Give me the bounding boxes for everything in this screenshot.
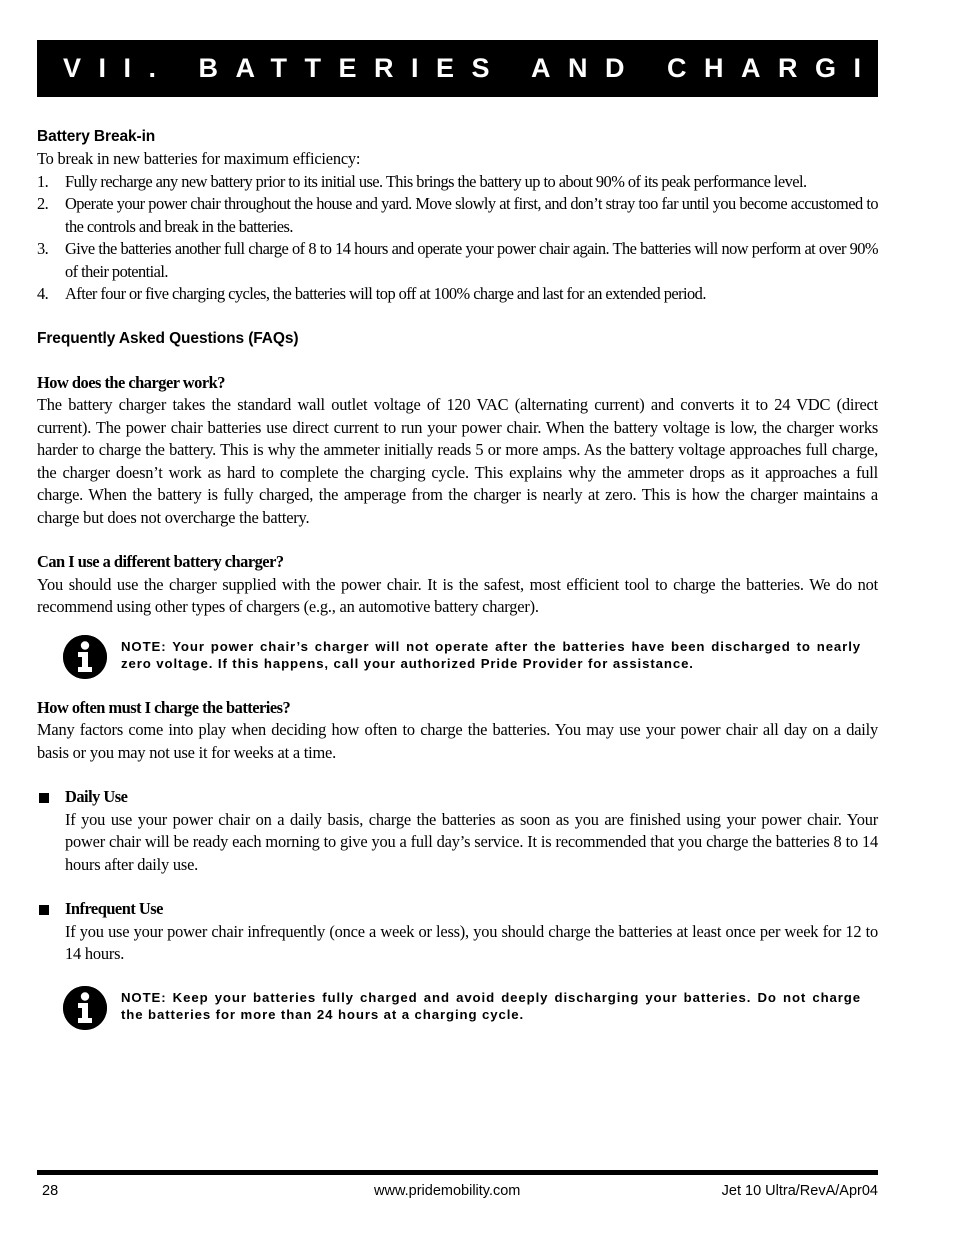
list-item	[37, 171, 878, 194]
note-box	[63, 635, 878, 679]
daily-use-heading	[37, 786, 878, 809]
step-text: Fully recharge any new battery prior to its initial use. This brings the battery up to about 90% of its peak performance level.	[65, 171, 807, 191]
info-icon	[63, 986, 107, 1030]
faq-question-charger: How does the charger work?	[37, 372, 225, 392]
square-bullet-icon	[39, 793, 49, 803]
note-text: NOTE: Keep your batteries fully charged and avoid deeply discharging your batteries. Do not charge the batteries for more than 24 hours at a charging cycle.	[121, 989, 861, 1022]
faq-heading: Frequently Asked Questions (FAQs)	[37, 329, 299, 347]
page-content	[37, 126, 878, 1030]
infrequent-use-text: If you use your power chair infrequently (once a week or less), you should charge the batteries at least once per week for 12 to 14 hours.	[65, 921, 878, 963]
list-item	[37, 238, 878, 283]
footer-rule	[37, 1170, 878, 1175]
faq-question-how-often: How often must I charge the batteries?	[37, 697, 291, 717]
list-item	[37, 193, 878, 238]
square-bullet-icon	[39, 905, 49, 915]
break-in-heading: Battery Break-in	[37, 128, 156, 145]
note-text: NOTE: Your power chair’s charger will not operate after the batteries have been discharged to nearly zero voltage. If this happens, call your authorized Pride Provider for assistance.	[121, 638, 861, 671]
break-in-steps	[37, 171, 878, 306]
step-number: 3.	[37, 239, 49, 258]
info-icon	[63, 635, 107, 679]
step-text: After four or five charging cycles, the batteries will top off at 100% charge and last for an extended period.	[65, 284, 706, 303]
infrequent-use-title: Infrequent Use	[65, 899, 163, 918]
faq-question-different-charger: Can I use a different battery charger?	[37, 552, 284, 571]
note-box	[63, 986, 878, 1030]
page-number: 28	[42, 1183, 59, 1199]
faq-answer-different-charger: You should use the charger supplied with the power chair. It is the safest, most efficient tool to charge the batteries. We do not recommend using other types of chargers (e.g., an automotive battery charger).	[37, 574, 878, 616]
footer-website: www.pridemobility.com	[374, 1183, 521, 1199]
break-in-intro: To break in new batteries for maximum efficiency:	[37, 149, 361, 168]
faq-answer-charger: The battery charger takes the standard wall outlet voltage of 120 VAC (alternating current) and converts it to 24 VDC (direct current). The power chair batteries use direct current to run your power chair. When the battery voltage is low, the charger works harder to charge the battery. This is why the ammeter initially reads 5 or more amps. As the battery voltage approaches full charge, the charger doesn’t work as hard to complete the charging cycle. This explains why the ammeter drops as it approaches a full charge. When the battery is fully charged, the amperage from the charger is nearly at zero. This is how the charger maintains a charge but does not overcharge the battery.	[37, 395, 878, 527]
step-text: Operate your power chair throughout the house and yard. Move slowly at first, and don’t stray too far until you become accustomed to the controls and break in the batteries.	[65, 194, 878, 236]
step-number: 1.	[37, 171, 49, 191]
daily-use-title: Daily Use	[65, 787, 128, 806]
step-number: 2.	[37, 194, 49, 213]
footer-doc-id: Jet 10 Ultra/RevA/Apr04	[721, 1183, 878, 1199]
faq-answer-how-often: Many factors come into play when deciding how often to charge the batteries. You may use your power chair all day on a daily basis or you may not use it for weeks at a time.	[37, 720, 878, 762]
infrequent-use-heading	[37, 898, 878, 921]
chapter-title: VII. BATTERIES AND CHARGING	[63, 53, 954, 83]
list-item	[37, 283, 878, 306]
daily-use-text: If you use your power chair on a daily basis, charge the batteries as soon as you are finished using your power chair. Your power chair will be ready each morning to give you a full day’s service. It is recommended that you charge the batteries 8 to 14 hours after daily use.	[65, 809, 878, 874]
step-number: 4.	[37, 284, 49, 303]
step-text: Give the batteries another full charge of 8 to 14 hours and operate your power chair again. The batteries will now perform at over 90% of their potential.	[65, 239, 878, 281]
chapter-banner	[37, 40, 954, 97]
